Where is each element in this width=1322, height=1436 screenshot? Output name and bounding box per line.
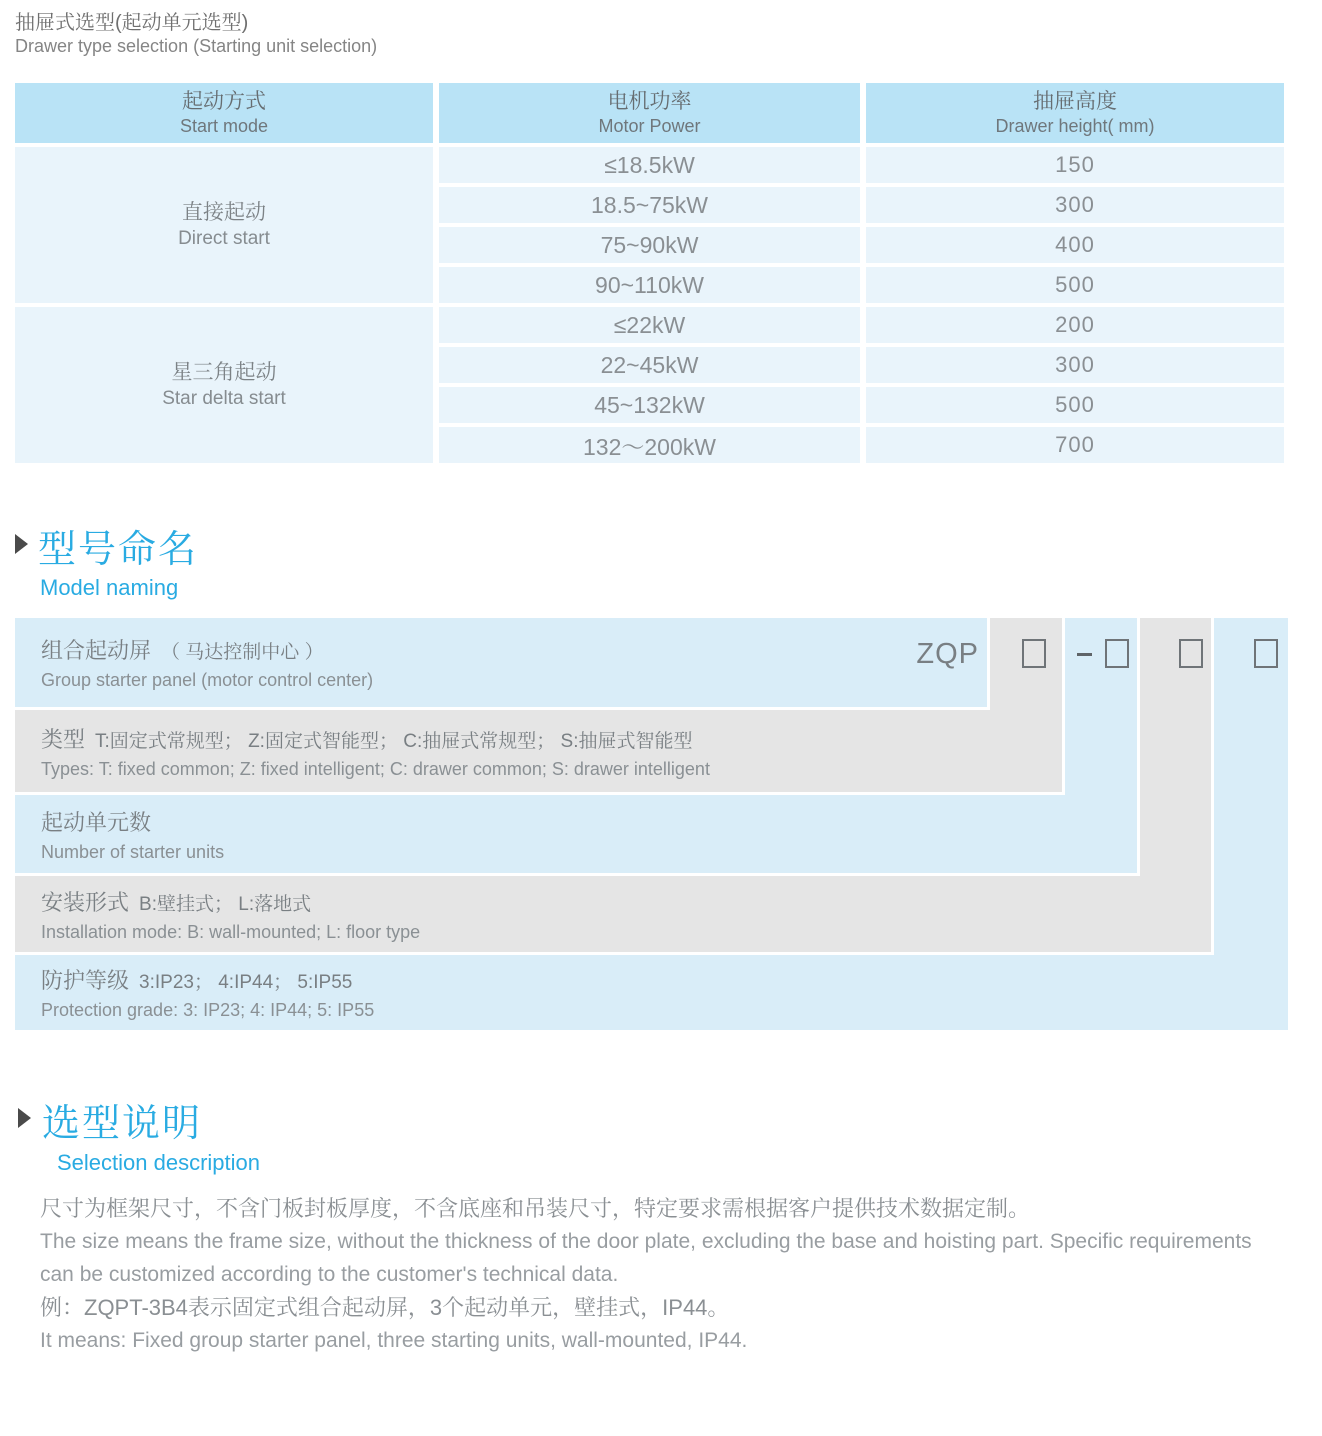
- description-zh: 尺寸为框架尺寸，不含门板封板厚度，不含底座和吊装尺寸，特定要求需根据客户提供技术数据定制。: [40, 1196, 1031, 1221]
- diagram-row-types: [15, 710, 1062, 792]
- row-detail-zh: B:壁挂式； L:落地式: [139, 893, 312, 915]
- table-cell-power: [439, 187, 860, 223]
- section-title-selection-zh: 选型说明: [42, 1103, 203, 1145]
- section-marker-icon: [18, 1108, 31, 1128]
- model-code-box-units: [1105, 639, 1129, 668]
- header-zh: 起动方式: [182, 90, 266, 113]
- height-value: 300: [1055, 352, 1095, 377]
- header-en: Drawer height( mm): [995, 116, 1155, 136]
- model-code-prefix: ZQP: [916, 638, 979, 670]
- table-header-drawer-height: [866, 83, 1284, 143]
- mode-zh: 星三角起动: [171, 361, 277, 384]
- power-value: ≤22kW: [613, 311, 686, 338]
- height-value: 500: [1055, 272, 1095, 297]
- height-value: 500: [1055, 392, 1095, 417]
- table-cell-height: [866, 187, 1284, 223]
- section-title-selection-en: Selection description: [57, 1150, 261, 1175]
- row-en: Installation mode: B: wall-mounted; L: floor type: [41, 921, 421, 942]
- diagram-column-protection: [1214, 618, 1288, 1030]
- table-header-motor-power: [439, 83, 860, 143]
- table-cell-height: [866, 147, 1284, 183]
- row-en: Group starter panel (motor control center): [41, 670, 374, 690]
- page-title-en: Drawer type selection (Starting unit selection): [15, 36, 378, 56]
- drawer-selection-table: [15, 83, 1284, 463]
- diagram-row-protection-grade: [15, 955, 1288, 1030]
- row-detail-zh: T:固定式常规型； Z:固定式智能型； C:抽屉式常规型； S:抽屉式智能型: [95, 730, 693, 752]
- table-cell-height: [866, 307, 1284, 343]
- table-cell-power: [439, 227, 860, 263]
- row-en: Types: T: fixed common; Z: fixed intelligent; C: drawer common; S: drawer intelligent: [41, 758, 710, 779]
- model-code-box-installation: [1179, 639, 1203, 668]
- table-cell-power: [439, 147, 860, 183]
- height-value: 700: [1055, 432, 1095, 457]
- row-label-zh: 安装形式: [41, 889, 130, 915]
- table-header-start-mode: [15, 83, 433, 143]
- header-zh: 抽屉高度: [1033, 90, 1117, 113]
- selection-description: [40, 1192, 1288, 1357]
- power-value: 75~90kW: [600, 231, 699, 258]
- diagram-column-installation: [1140, 618, 1211, 952]
- row-detail-zh: （ 马达控制中心 ）: [161, 642, 324, 663]
- height-value: 150: [1055, 152, 1095, 177]
- power-value: 18.5~75kW: [591, 191, 708, 218]
- model-code-box-type: [1022, 639, 1046, 668]
- table-cell-power: [439, 347, 860, 383]
- table-cell-power: [439, 387, 860, 423]
- height-value: 400: [1055, 232, 1095, 257]
- row-label-zh: 起动单元数: [41, 809, 152, 835]
- section-title-model-naming-zh: 型号命名: [38, 529, 199, 571]
- table-cell-height: [866, 267, 1284, 303]
- header-zh: 电机功率: [607, 90, 692, 113]
- power-value: ≤18.5kW: [604, 151, 695, 178]
- header-en: Motor Power: [598, 116, 701, 136]
- page-title-zh: 抽屉式选型(起动单元选型): [15, 12, 249, 34]
- example-en: It means: Fixed group starter panel, three starting units, wall-mounted, IP44.: [40, 1329, 748, 1352]
- model-naming-diagram: [15, 618, 1288, 1030]
- diagram-row-starter-units: [15, 795, 1137, 873]
- model-code-dash: [1077, 653, 1092, 656]
- section-title-model-naming-en: Model naming: [40, 575, 179, 600]
- example-zh: 例：ZQPT-3B4表示固定式组合起动屏，3个起动单元，壁挂式，IP44。: [40, 1295, 730, 1320]
- mode-cell-direct-start: [15, 147, 433, 303]
- mode-cell-star-delta-start: [15, 307, 433, 463]
- table-cell-height: [866, 347, 1284, 383]
- power-value: 90~110kW: [595, 271, 704, 298]
- diagram-row-installation-mode: [15, 876, 1211, 952]
- row-label-zh: 组合起动屏: [41, 638, 152, 663]
- power-value: 132～200kW: [583, 433, 716, 460]
- header-en: Start mode: [179, 116, 269, 136]
- table-cell-height: [866, 387, 1284, 423]
- description-en: The size means the frame size, without the thickness of the door plate, excluding the base and hoisting part. Specific requirements can be customized according to the customer's technical data.: [40, 1230, 1252, 1286]
- diagram-row-group-starter-panel: [15, 618, 987, 707]
- mode-zh: 直接起动: [182, 201, 266, 224]
- section-marker-icon: [15, 534, 28, 554]
- row-en: Protection grade: 3: IP23; 4: IP44; 5: IP55: [41, 1000, 375, 1020]
- table-cell-power: [439, 427, 860, 463]
- table-cell-height: [866, 227, 1284, 263]
- row-detail-zh: 3:IP23； 4:IP44； 5:IP55: [139, 972, 353, 993]
- height-value: 300: [1055, 192, 1095, 217]
- table-cell-height: [866, 427, 1284, 463]
- power-value: 45~132kW: [594, 391, 705, 418]
- mode-en: Star delta start: [162, 388, 286, 409]
- power-value: 22~45kW: [600, 351, 699, 378]
- table-cell-power: [439, 267, 860, 303]
- row-label-zh: 防护等级: [41, 968, 130, 993]
- row-label-zh: 类型: [41, 726, 86, 752]
- height-value: 200: [1055, 312, 1095, 337]
- row-en: Number of starter units: [41, 841, 225, 862]
- mode-en: Direct start: [178, 228, 270, 249]
- model-code-box-protection: [1254, 639, 1278, 668]
- table-cell-power: [439, 307, 860, 343]
